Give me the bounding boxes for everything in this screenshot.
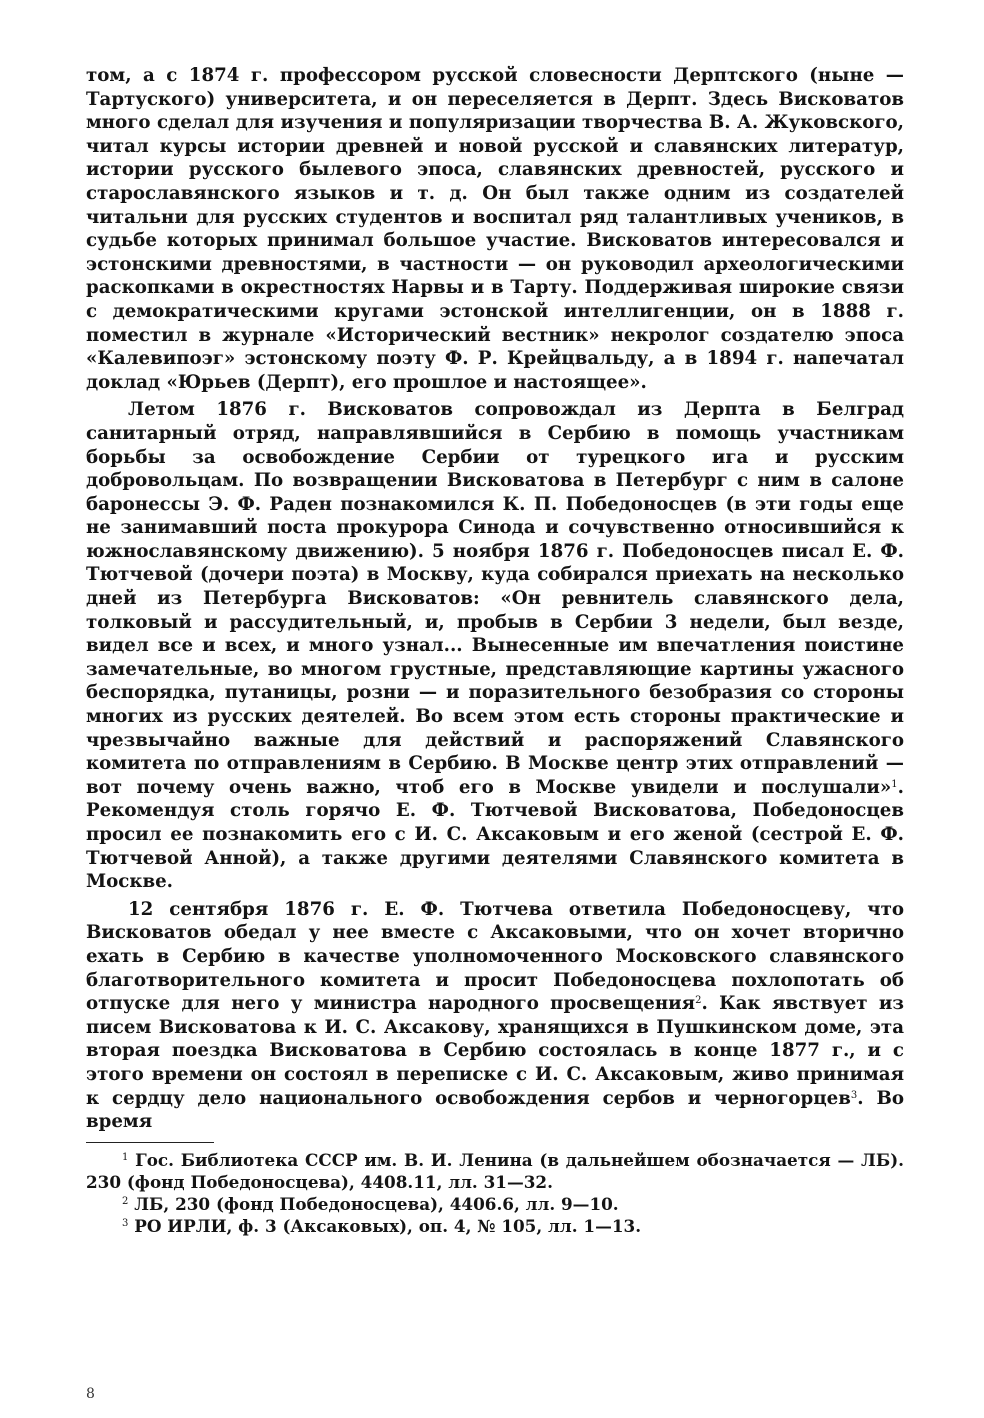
- footnote-text: ЛБ, 230 (фонд Победоносцева), 4406.6, лл. 9—10.: [134, 1193, 619, 1214]
- footnote: [86, 1215, 904, 1237]
- paragraph: [86, 898, 904, 1134]
- paragraph: [86, 64, 904, 394]
- footnote-number: 3: [122, 1217, 129, 1229]
- page-number: 8: [86, 1386, 95, 1402]
- paragraph-text: Летом 1876 г. Висковатов сопровождал из Дерпта в Белград санитарный отряд, направлявшийся в Сербию в помощь участникам борьбы за освобождение Сербии от турецкого ига и русским добровольцам. По возвращении Висковатова в Петербург с ним в салоне баронессы Э. Ф. Раден познакомился К. П. Победоносцев (в эти годы еще не занимавший поста прокурора Синода и сочувственно относившийся к южнославянскому движению). 5 ноября 1876 г. Победоносцев писал Е. Ф. Тютчевой (дочери поэта) в Москву, куда собирался приехать на несколько дней из Петербурга Висковатов: «Он ревнитель славянского дела, толковый и рассудительный, и, пробыв в Сербии 3 недели, был везде, видел все и всех, и много узнал... Вынесенные им впечатления поистине замечательные, во многом грустные, представляющие картины ужасного беспорядка, путаницы, розни — и поразительного безобразия со стороны многих из русских деятелей. Во всем этом есть стороны практические и чрезвычайно важные для действий и распоряжений Славянского комитета по отправлениям в Сербию. В Москве центр этих отправлений — вот почему очень важно, чтоб его в Москве увидели и послушали»: [86, 399, 904, 798]
- footnote-text: РО ИРЛИ, ф. 3 (Аксаковых), оп. 4, № 105, лл. 1—13.: [134, 1215, 642, 1236]
- paragraph-text: . Во время: [86, 1087, 904, 1133]
- document-page: [86, 64, 904, 1237]
- paragraph: [86, 398, 904, 893]
- footnote-number: 2: [122, 1195, 129, 1207]
- footnote-divider: [86, 1142, 214, 1143]
- footnote-ref: 2: [695, 995, 702, 1007]
- paragraph-text: . Рекомендуя столь горячо Е. Ф. Тютчевой Висковатова, Победоносцев просил ее познакомить его с И. С. Аксаковым и его женой (сестрой Е. Ф. Тютчевой Анной), а также другими деятелями Славянского комитета в Москве.: [86, 776, 904, 893]
- footnote-ref: 3: [850, 1089, 858, 1101]
- footnote-text: Гос. Библиотека СССР им. В. И. Ленина (в дальнейшем обозначается — ЛБ). 230 (фонд Победоносцева), 4408.11, лл. 31—32.: [86, 1149, 904, 1192]
- body-text: [86, 64, 904, 1134]
- paragraph-text: 12 сентября 1876 г. Е. Ф. Тютчева ответила Победоносцеву, что Висковатов обедал у нее вместе с Аксаковыми, что он хочет вторично ехать в Сербию в качестве уполномоченного Московского славянского благотворительного комитета и просит Победоносцева похлопотать об отпуске для него у министра народного просвещения: [86, 898, 904, 1015]
- footnote: [86, 1193, 904, 1215]
- footnotes: [86, 1149, 904, 1237]
- footnote-number: 1: [122, 1151, 129, 1163]
- footnote: [86, 1149, 904, 1193]
- paragraph-text: том, а с 1874 г. профессором русской словесности Дерптского (ныне — Тартуского) университета, и он переселяется в Дерпт. Здесь Висковатов много сделал для изучения и популяризации творчества В. А. Жуковского, читал курсы истории древней и новой русской и славянских литератур, истории русского былевого эпоса, славянских древностей, русского и старославянского языков и т. д. Он был также одним из создателей читальни для русских студентов и воспитал ряд талантливых учеников, в судьбе которых принимал большое участие. Висковатов интересовался и эстонскими древностями, в частности — он руководил археологическими раскопками в окрестностях Нарвы и в Тарту. Поддерживая широкие связи с демократическими кругами эстонской интеллигенции, он в 1888 г. поместил в журнале «Исторический вестник» некролог создателю эпоса «Калевипоэг» эстонскому поэту Ф. Р. Крейцвальду, а в 1894 г. напечатал доклад «Юрьев (Дерпт), его прошлое и настоящее».: [86, 65, 904, 393]
- paragraph-text: . Как явствует из писем Висковатова к И. С. Аксакову, хранящихся в Пушкинском доме, эта вторая поездка Висковатова в Сербию состоялась в конце 1877 г., и с этого времени он состоял в переписке с И. С. Аксаковым, живо принимая к сердцу дело национального освобождения сербов и черногорцев: [86, 993, 904, 1109]
- footnote-ref: 1: [891, 778, 898, 790]
